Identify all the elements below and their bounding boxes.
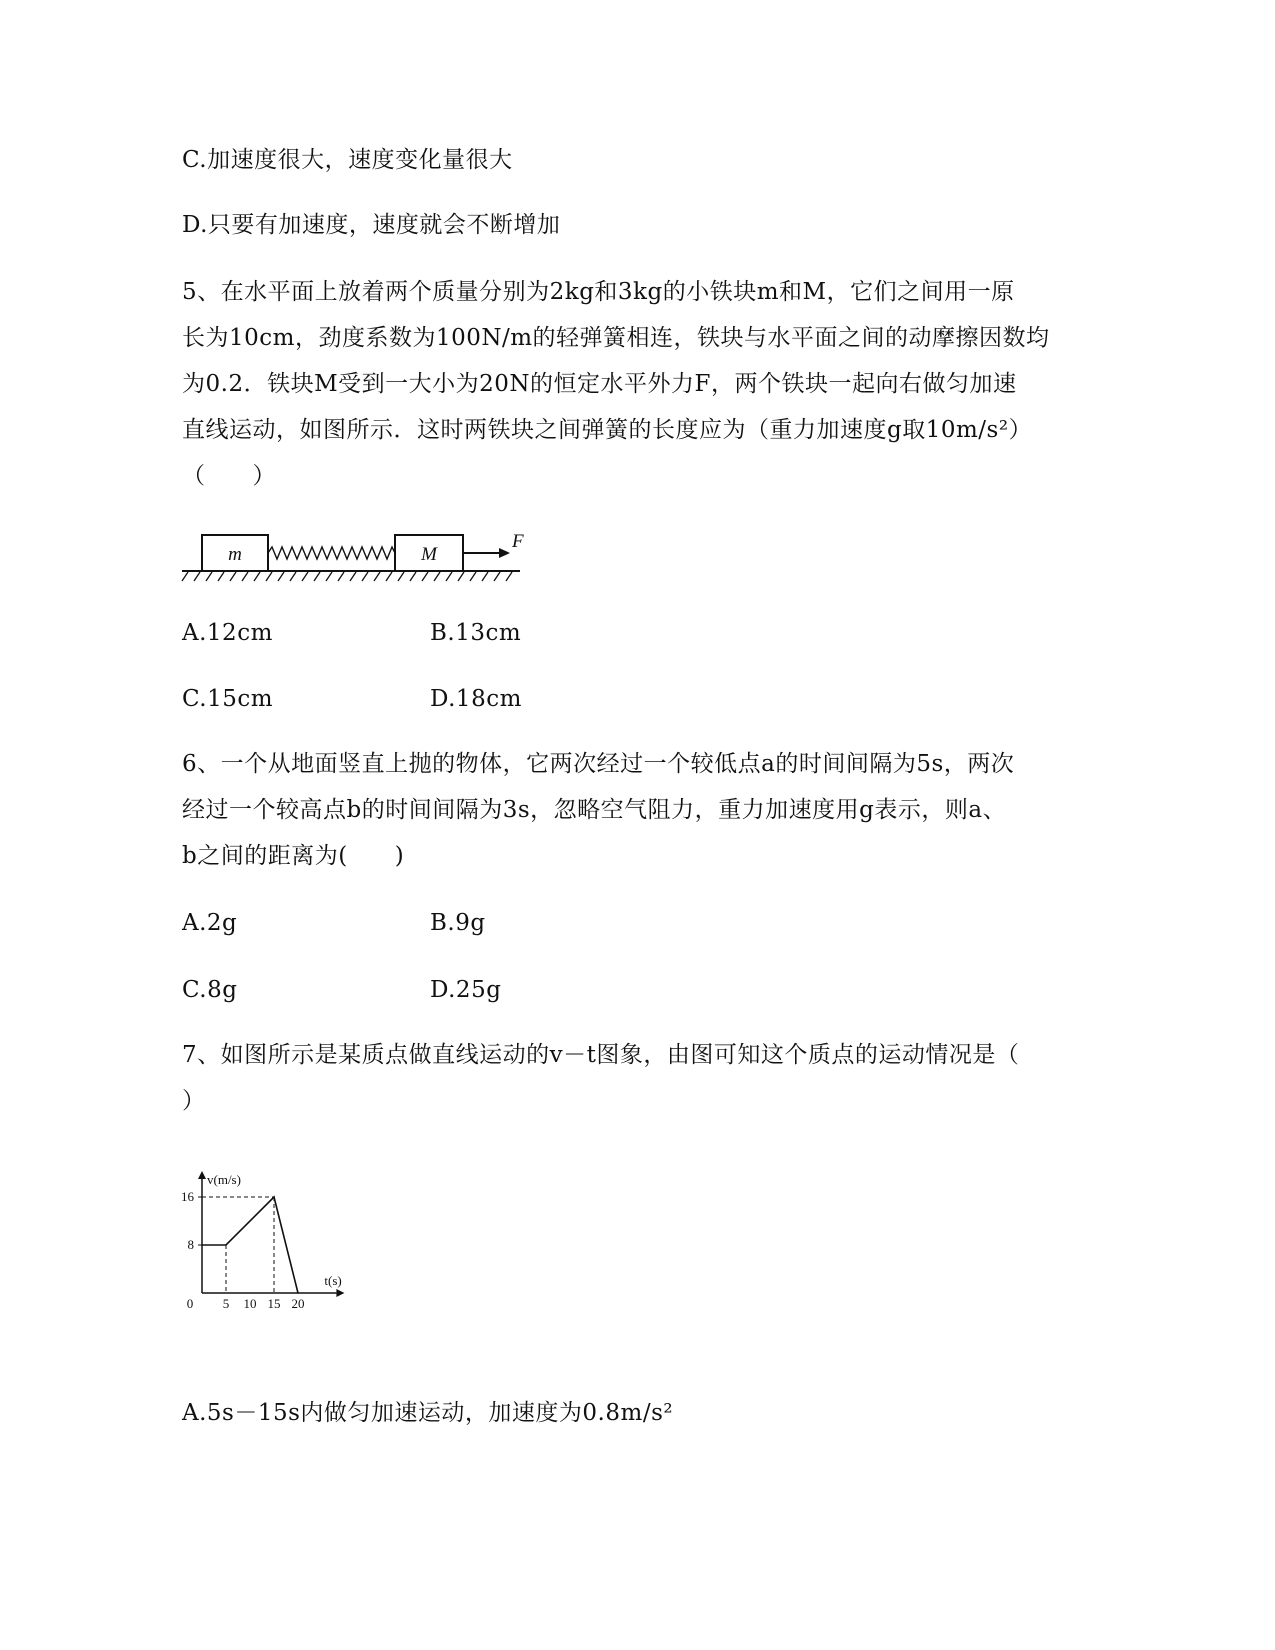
spring-blocks-figure [180, 525, 540, 585]
q5-line-5: （ ） [182, 463, 276, 489]
x-tick-20: 20 [291, 1296, 305, 1311]
x-axis-arrow [336, 1289, 344, 1297]
x-tick-15: 15 [267, 1296, 281, 1311]
x-tick-5: 5 [222, 1296, 230, 1311]
q5-line-3: 为0.2．铁块M受到一大小为20N的恒定水平外力F，两个铁块一起向右做匀加速 [182, 371, 1017, 397]
q5-option-b: B.13cm [430, 620, 522, 646]
block-M-label: M [421, 544, 437, 565]
y-tick-16: 16 [181, 1189, 194, 1204]
q5-option-a: A.12cm [182, 620, 273, 646]
q7-line-2: ） [182, 1088, 206, 1114]
q6-line-1: 6、一个从地面竖直上抛的物体，它两次经过一个较低点a的时间间隔为5s，两次 [182, 751, 1015, 777]
x-tick-0: 0 [186, 1296, 194, 1311]
q5-line-1: 5、在水平面上放着两个质量分别为2kg和3kg的小铁块m和M，它们之间用一原 [182, 279, 1015, 305]
data-point-3 [297, 1292, 299, 1294]
data-point-1 [225, 1244, 227, 1246]
force-label: F [512, 531, 524, 552]
q7-line-1: 7、如图所示是某质点做直线运动的v－t图象，由图可知这个质点的运动情况是（ [182, 1042, 1020, 1068]
velocity-line [202, 1197, 298, 1293]
q6-option-b: B.9g [430, 910, 486, 936]
q7-option-a: A.5s－15s内做匀加速运动，加速度为0.8m/s² [182, 1400, 674, 1426]
option-d-q4: D.只要有加速度，速度就会不断增加 [182, 212, 561, 238]
q5-option-c: C.15cm [182, 686, 274, 712]
option-c-q4: C.加速度很大，速度变化量很大 [182, 147, 513, 173]
y-tick-8: 8 [187, 1237, 194, 1252]
y-axis-label: v(m/s) [207, 1172, 241, 1187]
q5-line-2: 长为10cm，劲度系数为100N/m的轻弹簧相连，铁块与水平面之间的动摩擦因数均 [182, 325, 1050, 351]
y-axis-arrow [198, 1171, 206, 1179]
data-point-2 [273, 1196, 275, 1198]
q5-line-4: 直线运动，如图所示．这时两铁块之间弹簧的长度应为（重力加速度g取10m/s²） [182, 417, 1033, 443]
block-m-label: m [228, 544, 242, 565]
x-tick-10: 10 [243, 1296, 257, 1311]
q6-option-a: A.2g [182, 910, 238, 936]
q6-line-2: 经过一个较高点b的时间间隔为3s，忽略空气阻力，重力加速度用g表示，则a、 [182, 797, 1007, 823]
q6-option-d: D.25g [430, 977, 502, 1003]
vt-graph [175, 1150, 435, 1320]
spring [268, 547, 395, 559]
q5-option-d: D.18cm [430, 686, 522, 712]
data-point-0 [201, 1244, 203, 1246]
q6-line-3: b之间的距离为( ) [182, 843, 405, 869]
x-axis-label: t(s) [324, 1273, 342, 1288]
q6-option-c: C.8g [182, 977, 238, 1003]
